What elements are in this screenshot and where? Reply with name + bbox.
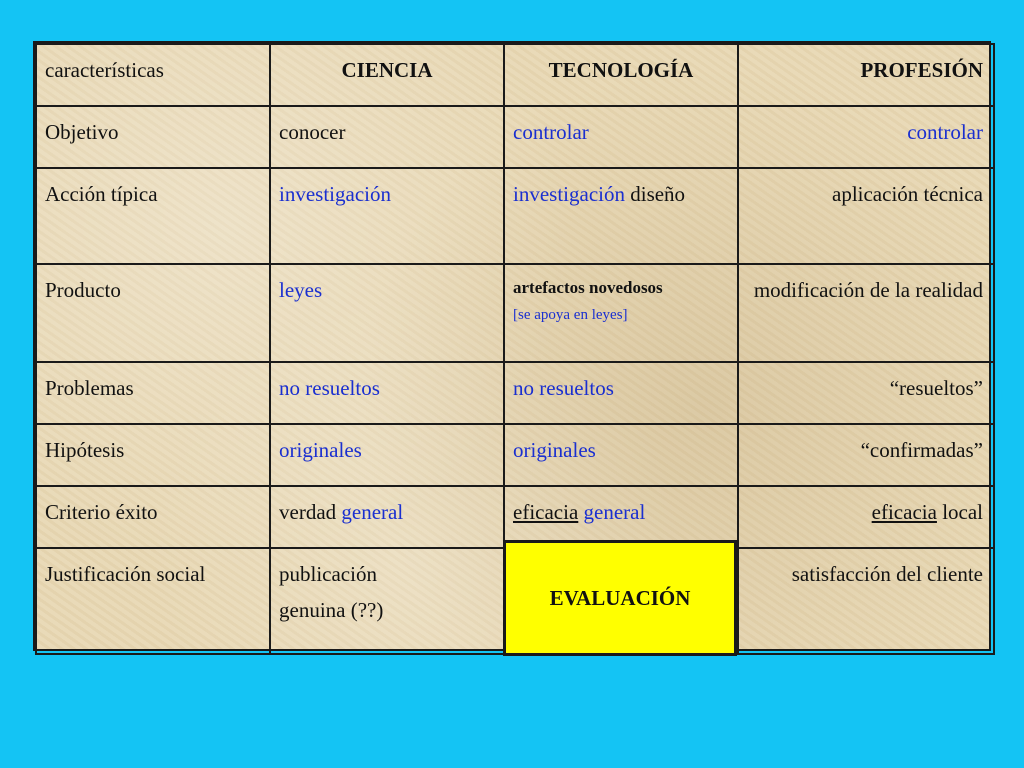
cell-profesion: modificación de la realidad: [738, 264, 994, 362]
cell-text: artefactos novedosos: [513, 278, 663, 297]
cell-profesion: controlar: [738, 106, 994, 168]
cell-text: investigación: [513, 182, 625, 206]
table-row: [36, 106, 994, 168]
table-row: [36, 168, 994, 264]
cell-text: general: [341, 500, 404, 524]
cell-ciencia: no resueltos: [270, 362, 504, 424]
cell-tecnologia: [504, 168, 738, 264]
cell-text: eficacia: [513, 500, 579, 524]
row-label: Criterio éxito: [36, 486, 270, 548]
cell-ciencia: investigación: [270, 168, 504, 264]
cell-tecnologia: originales: [504, 424, 738, 486]
row-label: Producto: [36, 264, 270, 362]
cell-profesion: aplicación técnica: [738, 168, 994, 264]
cell-text: general: [583, 500, 646, 524]
row-label: Problemas: [36, 362, 270, 424]
header-ciencia: CIENCIA: [270, 44, 504, 106]
header-tecnologia: TECNOLOGÍA: [504, 44, 738, 106]
row-label: Justificación social: [36, 548, 270, 654]
cell-tecnologia: [504, 264, 738, 362]
cell-tecnologia: [504, 486, 738, 548]
cell-profesion: “resueltos”: [738, 362, 994, 424]
table-row: [36, 424, 994, 486]
header-caracteristicas: características: [36, 44, 270, 106]
cell-text: local: [936, 500, 983, 524]
cell-text: genuina (??): [279, 598, 384, 622]
header-profesion: PROFESIÓN: [738, 44, 994, 106]
table-row: [36, 362, 994, 424]
cell-ciencia: [270, 548, 504, 654]
cell-ciencia: conocer: [270, 106, 504, 168]
cell-profesion: [738, 486, 994, 548]
cell-text: verdad: [279, 500, 337, 524]
cell-profesion: “confirmadas”: [738, 424, 994, 486]
cell-ciencia: originales: [270, 424, 504, 486]
row-label: Hipótesis: [36, 424, 270, 486]
table-row: [36, 264, 994, 362]
cell-text: eficacia: [871, 500, 937, 524]
evaluation-highlight-box: EVALUACIÓN: [503, 540, 737, 656]
cell-tecnologia: controlar: [504, 106, 738, 168]
cell-note: [se apoya en leyes]: [513, 307, 628, 323]
table-row: [36, 486, 994, 548]
row-label: Acción típica: [36, 168, 270, 264]
cell-text: diseño: [624, 182, 686, 206]
cell-profesion: satisfacción del cliente: [738, 548, 994, 654]
cell-tecnologia: no resueltos: [504, 362, 738, 424]
cell-ciencia: leyes: [270, 264, 504, 362]
cell-ciencia: [270, 486, 504, 548]
cell-text: publicación: [279, 562, 377, 586]
row-label: Objetivo: [36, 106, 270, 168]
table-header-row: [36, 44, 994, 106]
